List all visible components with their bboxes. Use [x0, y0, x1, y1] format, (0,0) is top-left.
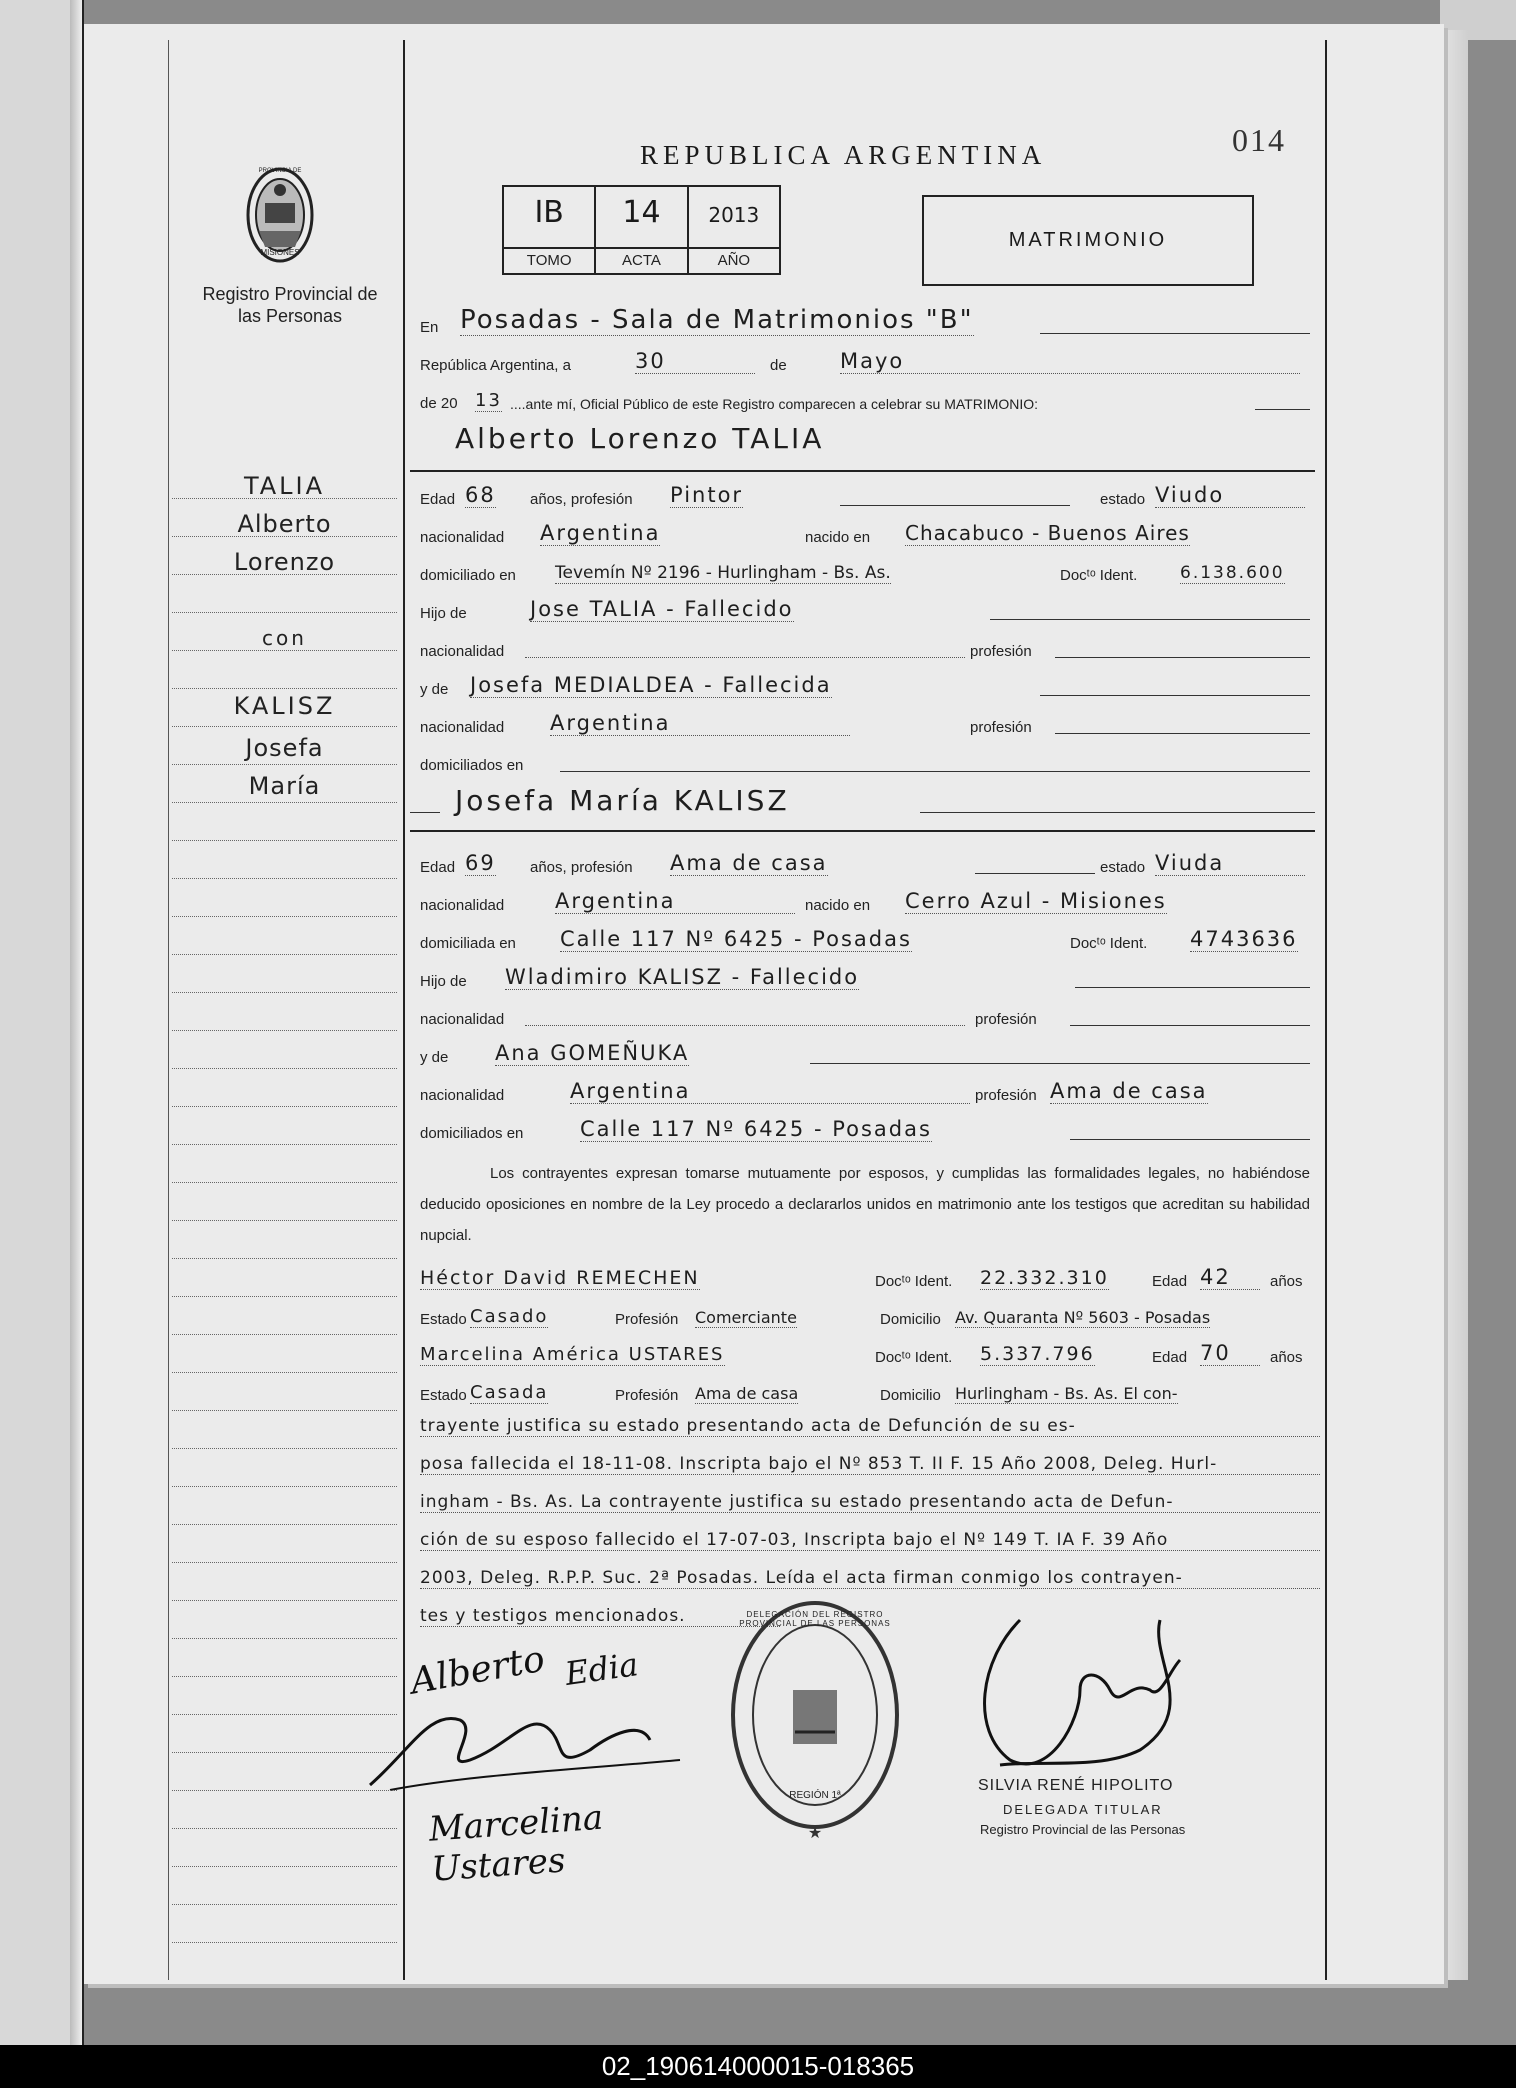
row-place	[420, 305, 1315, 338]
witness1-address: Av. Quaranta Nº 5603 - Posadas	[955, 1308, 1211, 1327]
witness2-estado: Casada	[470, 1382, 549, 1403]
margin-ruled-line	[172, 1334, 397, 1335]
witness2-domicilio-label: Domicilio	[880, 1387, 941, 1404]
official-org: Registro Provincial de las Personas	[980, 1822, 1186, 1837]
bride-padres-domicilio-label: domiciliados en	[420, 1125, 524, 1142]
bride-address: Calle 117 Nº 6425 - Posadas	[560, 927, 912, 951]
bride-father: Wladimiro KALISZ - Fallecido	[505, 965, 860, 989]
row-bride-address	[420, 924, 1315, 954]
nacionalidad-label: nacionalidad	[420, 529, 505, 546]
file-id-bar: 02_190614000015-018365	[0, 2045, 1516, 2088]
witness2-doc: 5.337.796	[980, 1343, 1095, 1365]
row-groom-parents-address	[420, 746, 1315, 776]
witness1-edad-label: Edad	[1152, 1273, 1188, 1290]
margin-ruled-line	[172, 1296, 397, 1297]
bride-mother-nationality: Argentina	[570, 1079, 970, 1104]
witness1-anios-label: años	[1270, 1273, 1303, 1290]
groom-mother-nationality: Argentina	[550, 711, 850, 736]
anio-label: AÑO	[689, 247, 779, 273]
doc-label: Docᵗᵒ Ident.	[1060, 567, 1138, 584]
groom-mother: Josefa MEDIALDEA - Fallecida	[470, 673, 832, 697]
record-index-box	[502, 185, 781, 275]
tomo-label: TOMO	[504, 247, 594, 273]
margin-groom-first: Alberto	[237, 510, 332, 538]
witness1-estado: Casado	[470, 1306, 549, 1327]
witness2-profesion-label: Profesión	[615, 1387, 679, 1404]
margin-ruled-line	[172, 764, 397, 765]
bride-estado: Viuda	[1155, 851, 1305, 876]
row-bride-father	[420, 962, 1315, 992]
page-title: REPUBLICA ARGENTINA	[640, 140, 1047, 170]
margin-ruled-line	[172, 1448, 397, 1449]
bride-father-profesion-label: profesión	[975, 1011, 1037, 1028]
groom-divider	[410, 470, 1315, 472]
margin-bride-second: María	[248, 772, 321, 800]
witness-signature-2: Edia	[562, 1645, 641, 1693]
mother-prof-fill	[1055, 733, 1310, 734]
margin-groom-surname: TALIA	[243, 472, 326, 500]
statement-text: ....ante mí, Oficial Público de este Registro comparecen a celebrar su MATRIMONIO:	[510, 396, 1039, 412]
bride-mother-profession: Ama de casa	[1050, 1079, 1208, 1103]
witness1-age: 42	[1200, 1265, 1260, 1290]
place-fill-line	[1040, 333, 1310, 334]
bride-mother: Ana GOMEÑUKA	[495, 1041, 690, 1065]
bride-father-nacionalidad-label: nacionalidad	[420, 1011, 505, 1028]
father-fill-line	[990, 619, 1310, 620]
svg-text:★: ★	[807, 1825, 823, 1842]
mother-nacionalidad-label: nacionalidad	[420, 719, 505, 736]
margin-ruled-line	[172, 726, 397, 727]
acta-cell	[596, 187, 688, 273]
row-year	[420, 384, 1315, 414]
margin-ruled-line	[172, 1068, 397, 1069]
margin-ruled-line	[172, 574, 397, 575]
bride-birthplace: Cerro Azul - Misiones	[905, 889, 1167, 913]
de-label: de	[770, 357, 787, 374]
margin-ruled-line	[172, 688, 397, 689]
margin-ruled-line	[172, 536, 397, 537]
day-value: 30	[635, 349, 755, 374]
registry-name: Registro Provincial de las Personas	[202, 284, 378, 326]
margin-ruled-line	[172, 1866, 397, 1867]
witness-signature-3-icon	[350, 1690, 710, 1800]
official-signature-icon	[960, 1600, 1210, 1790]
tomo-value: IB	[534, 195, 564, 230]
hijo-label: Hijo de	[420, 605, 467, 622]
margin-ruled-line	[172, 1410, 397, 1411]
bride-edad-label: Edad	[420, 859, 456, 876]
row-bride-mother	[420, 1038, 1315, 1068]
witness1-doc: 22.332.310	[980, 1267, 1109, 1289]
margin-ruled-line	[172, 1258, 397, 1259]
witness2-doc-label: Docᵗᵒ Ident.	[875, 1349, 953, 1366]
bride-name-trail-line	[920, 812, 1315, 813]
profession-fill-line	[840, 505, 1070, 506]
margin-ruled-line	[172, 1220, 397, 1221]
witness2-edad-label: Edad	[1152, 1349, 1188, 1366]
bride-domicilio-label: domiciliada en	[420, 935, 516, 952]
previous-page-edge	[0, 0, 84, 2045]
witness-signature-4: Marcelina Ustares	[427, 1797, 605, 1890]
bride-profession-fill	[975, 873, 1095, 874]
margin-ruled-line	[172, 1714, 397, 1715]
margin-ruled-line	[172, 954, 397, 955]
margin-ruled-line	[172, 916, 397, 917]
father-nacionalidad-label: nacionalidad	[420, 643, 505, 660]
parents-address-fill	[560, 771, 1310, 772]
anio-cell	[689, 187, 779, 273]
margin-ruled-line	[172, 1524, 397, 1525]
bride-hijo-label: Hijo de	[420, 973, 467, 990]
margin-left-rule	[168, 40, 169, 1980]
declaration-paragraph: Los contrayentes expresan tomarse mutuamente por esposos, y cumplidas las formalidades legales, no habiéndose deducido oposiciones en nombre de la Ley procedo a declararlos unidos en matrimonio ante los testigos que acreditan su habilidad nupcial.	[420, 1165, 1310, 1244]
margin-ruled-line	[172, 878, 397, 879]
observation-line-3: ingham - Bs. As. La contrayente justifica su estado presentando acta de Defun-	[420, 1492, 1320, 1513]
bride-father-nat-dots	[525, 1025, 965, 1026]
bride-divider	[410, 830, 1315, 832]
observation-line-2: posa fallecida el 18-11-08. Inscripta bajo el Nº 853 T. II F. 15 Año 2008, Deleg. Hurl-	[420, 1454, 1320, 1475]
margin-ruled-line	[172, 1676, 397, 1677]
margin-ruled-line	[172, 1790, 397, 1791]
witness-signatures	[350, 1638, 710, 1890]
tomo-cell	[504, 187, 596, 273]
margin-ruled-line	[172, 802, 397, 803]
yde-label: y de	[420, 681, 449, 698]
month-value: Mayo	[840, 349, 1300, 374]
page-stack-edge	[1442, 30, 1468, 1980]
margin-ruled-line	[172, 1144, 397, 1145]
en-label: En	[420, 319, 439, 336]
row-groom-father-nat	[420, 632, 1315, 662]
estado-label: estado	[1100, 491, 1146, 508]
observation-line-4: ción de su esposo fallecido el 17-07-03, Inscripta bajo el Nº 149 T. IA F. 39 Año	[420, 1530, 1320, 1551]
bride-mother-nacionalidad-label: nacionalidad	[420, 1087, 505, 1104]
margin-ruled-line	[172, 1182, 397, 1183]
witness1-domicilio-label: Domicilio	[880, 1311, 941, 1328]
bride-mother-profesion-label: profesión	[975, 1087, 1037, 1104]
margin-ruled-line	[172, 1942, 397, 1943]
bride-parents-address: Calle 117 Nº 6425 - Posadas	[580, 1117, 932, 1141]
margin-ruled-line	[172, 1486, 397, 1487]
padres-domicilio-label: domiciliados en	[420, 757, 524, 774]
row-bride-age	[420, 848, 1315, 878]
row-date	[420, 346, 1315, 376]
margin-ruled-line	[172, 1372, 397, 1373]
nacido-label: nacido en	[805, 529, 871, 546]
stamp-region: REGIÓN 1ª	[789, 1790, 841, 1801]
row-bride-parents-address	[420, 1114, 1315, 1144]
groom-address: Tevemín Nº 2196 - Hurlingham - Bs. As.	[555, 563, 891, 583]
margin-conjunction: con	[262, 626, 307, 650]
bride-full-name: Josefa María KALISZ	[455, 784, 790, 817]
margin-ruled-line	[172, 650, 397, 651]
margin-ruled-line	[172, 612, 397, 613]
margin-ruled-line	[172, 1562, 397, 1563]
seal-text-top: PROVINCIA DE	[258, 168, 302, 174]
bride-age: 69	[465, 851, 496, 875]
margin-ruled-line	[172, 1752, 397, 1753]
anio-value: 2013	[708, 203, 760, 227]
groom-nationality: Argentina	[540, 521, 661, 545]
groom-age: 68	[465, 483, 496, 507]
witness2-age: 70	[1200, 1341, 1260, 1366]
bride-nacionalidad-label: nacionalidad	[420, 897, 505, 914]
margin-groom-second: Lorenzo	[233, 548, 336, 576]
bride-name-lead-line	[410, 812, 440, 813]
groom-doc: 6.138.600	[1180, 563, 1285, 583]
year-suffix: 13	[475, 390, 502, 411]
margin-ruled-line	[172, 840, 397, 841]
official-role: DELEGADA TITULAR	[1003, 1802, 1163, 1817]
bride-doc: 4743636	[1190, 927, 1298, 951]
father-nat-dots	[525, 657, 965, 658]
seal-text-bottom: MISIONES	[260, 248, 300, 257]
bride-nacido-label: nacido en	[805, 897, 871, 914]
margin-ruled-line	[172, 1828, 397, 1829]
row-bride-nationality	[420, 886, 1315, 916]
folio-number: 014	[1232, 122, 1286, 158]
bride-profesion-label: años, profesión	[530, 859, 633, 876]
acta-label: ACTA	[596, 247, 686, 273]
bride-father-fill	[1075, 987, 1310, 988]
row-groom-address	[420, 556, 1315, 586]
edad-label: Edad	[420, 491, 456, 508]
groom-profession: Pintor	[670, 483, 744, 507]
place-value: Posadas - Sala de Matrimonios "B"	[460, 305, 974, 335]
margin-bride-first: Josefa	[245, 734, 324, 762]
bride-nationality: Argentina	[555, 889, 795, 914]
margin-ruled-line	[172, 1600, 397, 1601]
mother-fill-line	[1040, 695, 1310, 696]
row-bride-father-nat	[420, 1000, 1315, 1030]
profesion-label: años, profesión	[530, 491, 633, 508]
witness2-estado-label: Estado	[420, 1387, 467, 1404]
row-groom-age	[420, 480, 1315, 510]
observation-line-6: tes y testigos mencionados.	[420, 1606, 780, 1627]
margin-ruled-line	[172, 1904, 397, 1905]
margin-ruled-line	[172, 1638, 397, 1639]
republica-label: República Argentina, a	[420, 357, 571, 374]
bride-profession: Ama de casa	[670, 851, 828, 875]
row-groom-nationality	[420, 518, 1315, 548]
row-groom-mother-nat	[420, 708, 1315, 738]
margin-ruled-line	[172, 1106, 397, 1107]
witness2-address: Hurlingham - Bs. As. El con-	[955, 1384, 1178, 1403]
mother-profesion-label: profesión	[970, 719, 1032, 736]
margin-ruled-line	[172, 1030, 397, 1031]
witness1-name: Héctor David REMECHEN	[420, 1267, 700, 1289]
bride-parents-fill	[1070, 1139, 1310, 1140]
row-witness2	[420, 1338, 1315, 1368]
row-groom-mother	[420, 670, 1315, 700]
father-prof-fill	[1055, 657, 1310, 658]
groom-estado: Viudo	[1155, 483, 1305, 508]
bride-estado-label: estado	[1100, 859, 1146, 876]
margin-ruled-line	[172, 992, 397, 993]
bride-mother-fill	[810, 1063, 1310, 1064]
row-witness2-details	[420, 1376, 1315, 1406]
observation-line-1: trayente justifica su estado presentando acta de Defunción de su es-	[420, 1416, 1320, 1437]
right-border-rule	[1325, 40, 1327, 1980]
margin-bride-surname: KALISZ	[233, 692, 336, 720]
record-type: MATRIMONIO	[922, 195, 1254, 286]
bride-yde-label: y de	[420, 1049, 449, 1066]
margin-ruled-line	[172, 498, 397, 499]
row-groom-father	[420, 594, 1315, 624]
witness2-anios-label: años	[1270, 1349, 1303, 1366]
stamp-text: DELEGACIÓN DEL REGISTRO PROVINCIAL DE LAS PERSONAS	[739, 1610, 891, 1628]
groom-birthplace: Chacabuco - Buenos Aires	[905, 521, 1190, 545]
statement-fill-line	[1255, 409, 1310, 410]
father-profesion-label: profesión	[970, 643, 1032, 660]
groom-father: Jose TALIA - Fallecido	[530, 597, 794, 621]
domicilio-label: domiciliado en	[420, 567, 516, 584]
witness1-estado-label: Estado	[420, 1311, 467, 1328]
witness1-profession: Comerciante	[695, 1308, 797, 1327]
row-witness1	[420, 1262, 1315, 1292]
acta-value: 14	[622, 195, 661, 230]
witness1-doc-label: Docᵗᵒ Ident.	[875, 1273, 953, 1290]
bride-father-prof-fill	[1070, 1025, 1310, 1026]
year-prefix: de 20	[420, 395, 458, 412]
groom-full-name: Alberto Lorenzo TALIA	[455, 422, 825, 455]
bride-doc-label: Docᵗᵒ Ident.	[1070, 935, 1148, 952]
observation-line-5: 2003, Deleg. R.P.P. Suc. 2ª Posadas. Leída el acta firman conmigo los contrayen-	[420, 1568, 1320, 1589]
witness2-profession: Ama de casa	[695, 1384, 799, 1403]
row-witness1-details	[420, 1300, 1315, 1330]
witness1-profesion-label: Profesión	[615, 1311, 679, 1328]
official-name: SILVIA RENÉ HIPOLITO	[978, 1777, 1174, 1794]
official-stamp-icon	[725, 1600, 905, 1850]
row-bride-mother-nat	[420, 1076, 1315, 1106]
witness-signature-1: Alberto	[407, 1638, 548, 1703]
witness2-name: Marcelina América USTARES	[420, 1344, 725, 1365]
